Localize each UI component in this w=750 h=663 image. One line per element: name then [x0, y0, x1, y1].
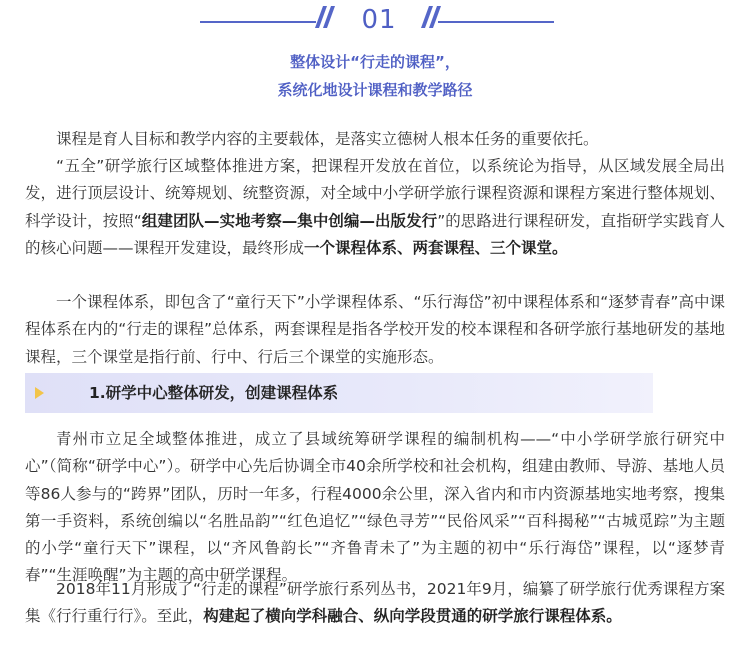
paragraph-1: 课程是育人目标和教学内容的主要载体，是落实立德树人根本任务的重要依托。: [56, 130, 599, 148]
section-header: [0, 0, 750, 44]
paragraph-2-text: ”的思路进行课程研发，直指研学实践育人的核心问题——课程开发建设，最终形成: [25, 211, 725, 257]
paragraph-2-text: “五全”研学旅行区域整体推进方案，把课程开发放在首位，以系统论为指导，从区域发展全局出发，进行顶层设计、统筹规划、统整资源，对全域中小学研学旅行课程资源和课程方案进行整体规划、科学设计，按照“: [25, 157, 725, 230]
paragraph-2-bold: 一个课程体系、两套课程、三个课堂。: [304, 238, 568, 257]
section-title: [0, 48, 750, 104]
paragraph-5: [25, 576, 725, 631]
paragraph-4: 青州市立足全域整体推进，成立了县域统筹研学课程的编制机构——“中小学研学旅行研究中心”（简称“研学中心”）。研学中心先后协调全市40余所学校和社会机构，组建由教师、导游、基地人员等86人参与的“跨界”团队，历时一年多，行程4000余公里，深入省内和市内资源基地实地考察，搜集第一手资料，系统创编以“名胜品韵”“红色追忆”“绿色寻芳”“民俗风采”“百科揭秘”“古城觅踪”为主题的小学“童行天下”课程，以“齐风鲁韵长”“齐鲁青未了”为主题的初中“乐行海岱”课程，以“逐梦青春”“生涯唤醒”为主题的高中研学课程。: [25, 430, 725, 585]
paragraph-2: [25, 153, 725, 262]
header-line-right: [438, 21, 554, 23]
paragraph-5-bold: 构建起了横向学科融合、纵向学段贯通的研学旅行课程体系。: [203, 607, 622, 626]
header-line-left: [200, 21, 316, 23]
triangle-marker-icon: [35, 387, 44, 399]
title-line-2: 系统化地设计课程和教学路径: [277, 81, 473, 99]
paragraph-3: 一个课程体系，即包含了“童行天下”小学课程体系、“乐行海岱”初中课程体系和“逐梦青春”高中课程体系在内的“行走的课程”总体系，两套课程是指各学校开发的校本课程和各研学旅行基地研发的基地课程，三个课堂是指行前、行中、行后三个课堂的实施形态。: [25, 293, 725, 366]
section-number: 01: [361, 5, 397, 35]
subsection-title: 1.研学中心整体研发，创建课程体系: [89, 384, 339, 402]
title-line-1: 整体设计“行走的课程”，: [290, 53, 460, 71]
subsection-banner: [25, 373, 653, 413]
paragraph-2-bold: 组建团队—实地考察—集中创编—出版发行: [141, 211, 438, 230]
paragraph-5-text: 2018年11月形成了“行走的课程”研学旅行系列丛书，2021年9月，编纂了研学旅行优秀课程方案集《行行重行行》。至此，: [25, 580, 725, 626]
